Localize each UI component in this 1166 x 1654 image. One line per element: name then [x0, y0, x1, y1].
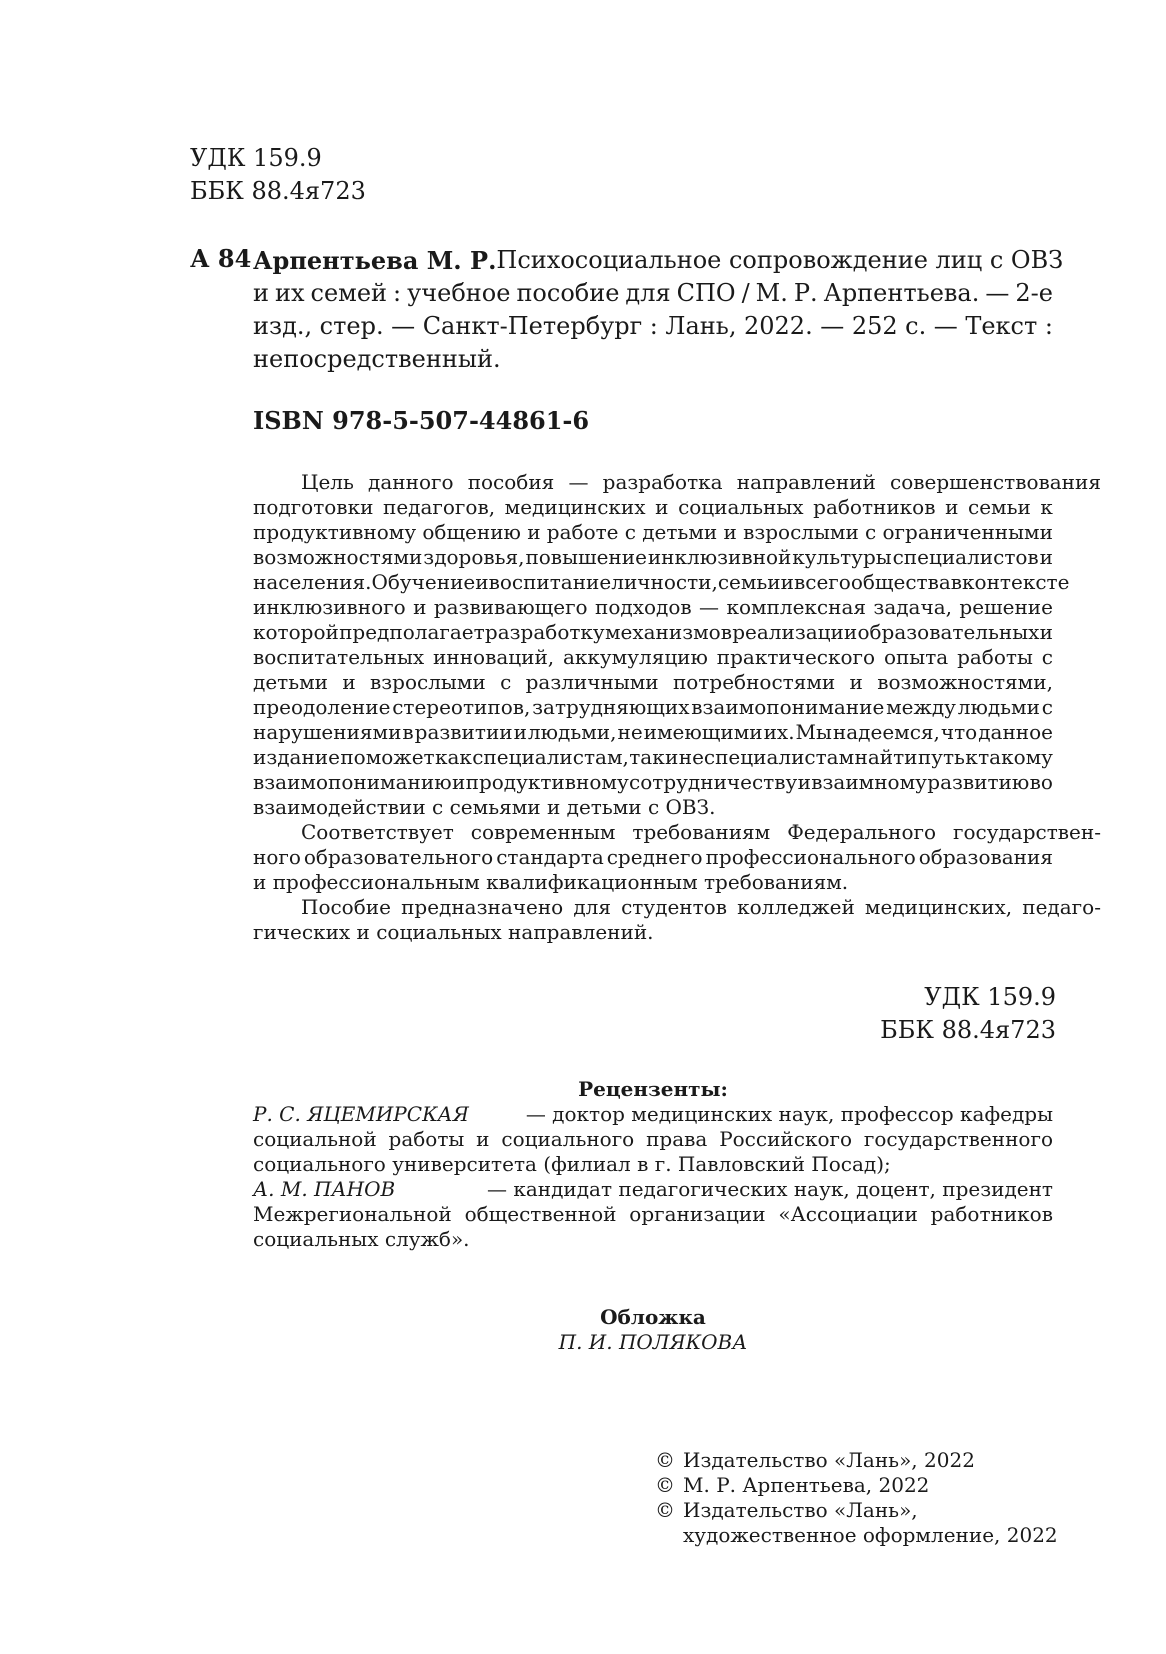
abstract-line: преодоление стереотипов, затрудняющих взаимопонимание между людьми с — [253, 695, 1053, 719]
udk-block-top — [190, 142, 366, 208]
reviewers-heading: Рецензенты: — [578, 1077, 728, 1101]
abstract-line: воспитательных инноваций, аккумуляцию практического опыта работы с — [253, 645, 1053, 669]
bibliographic-record — [253, 244, 1064, 376]
reviewer-info: социального университета (филиал в г. Павловский Посад); — [253, 1152, 891, 1176]
reviewer-name: Р. С. ЯЦЕМИРСКАЯ — [253, 1102, 469, 1126]
reviewer-info: Межрегиональной общественной организации «Ассоциации работников — [253, 1202, 1053, 1226]
reviewer-info: социальной работы и социального права Российского государственного — [253, 1127, 1053, 1151]
abstract-line: нарушениями в развитии и людьми, не имеющими их. Мы надеемся, что данное — [253, 720, 1053, 744]
abstract-line: ного образовательного стандарта среднего профессионального образования — [253, 845, 1053, 869]
book-title: Психосоциальное сопровождение лиц с ОВЗ — [496, 246, 1064, 274]
abstract-line: взаимопониманию и продуктивному сотрудничеству и взаимному развитию во — [253, 770, 1053, 794]
abstract-line: Соответствует современным требованиям Федерального государствен- — [301, 820, 1101, 844]
abstract-line: издание поможет как специалистам, так и неспециалистам найти путь к такому — [253, 745, 1053, 769]
copyright-line: Издательство «Лань», — [683, 1498, 918, 1522]
author-sign: А 84 — [190, 244, 252, 273]
reviewer-info: — кандидат педагогических наук, доцент, президент — [486, 1177, 1053, 1201]
isbn: ISBN 978-5-507-44861-6 — [253, 406, 590, 435]
cover-heading: Обложка — [600, 1305, 706, 1329]
copyright-line: Издательство «Лань», 2022 — [683, 1448, 975, 1472]
udk-code: УДК 159.9 — [924, 983, 1056, 1011]
bbk-code: ББК 88.4я723 — [880, 1016, 1056, 1044]
abstract — [253, 470, 1101, 945]
biblio-line: изд., стер. — Санкт-Петербург : Лань, 2022. — 252 с. — Текст : — [253, 312, 1053, 340]
abstract-line: возможностями здоровья, повышение инклюзивной культуры специалистов и — [253, 545, 1053, 569]
reviewer-info: социальных служб». — [253, 1227, 470, 1251]
abstract-line: подготовки педагогов, медицинских и социальных работников и семьи к — [253, 495, 1053, 519]
udk-block-bottom — [880, 981, 1056, 1047]
abstract-line: которой предполагает разработку механизмов реализации образовательных и — [253, 620, 1053, 644]
abstract-line: продуктивному общению и работе с детьми и взрослыми с ограниченными — [253, 520, 1053, 544]
abstract-line: детьми и взрослыми с различными потребностями и возможностями, — [253, 670, 1053, 694]
bbk-code: ББК 88.4я723 — [190, 177, 366, 205]
reviewer-info: — доктор медицинских наук, профессор кафедры — [525, 1102, 1053, 1126]
abstract-line: гических и социальных направлений. — [253, 920, 654, 944]
abstract-line: Пособие предназначено для студентов колледжей медицинских, педаго- — [301, 895, 1101, 919]
udk-code: УДК 159.9 — [190, 144, 322, 172]
copyright-block — [655, 1448, 1058, 1548]
biblio-line: непосредственный. — [253, 345, 501, 373]
abstract-line: и профессиональным квалификационным требованиям. — [253, 870, 849, 894]
copyright-icon: © — [655, 1473, 675, 1497]
abstract-line: населения. Обучение и воспитание личности, семьи и всего общества в контексте — [253, 570, 1070, 594]
copyright-icon: © — [655, 1498, 675, 1522]
biblio-line: и их семей : учебное пособие для СПО / М. Р. Арпентьева. — 2-е — [253, 279, 1053, 307]
reviewer-name: А. М. ПАНОВ — [253, 1177, 396, 1201]
copyright-icon: © — [655, 1448, 675, 1472]
abstract-line: взаимодействии с семьями и детьми с ОВЗ. — [253, 795, 716, 819]
abstract-line: Цель данного пособия — разработка направлений совершенствования — [301, 470, 1101, 494]
copyright-line: художественное оформление, 2022 — [683, 1523, 1058, 1547]
author-name: Арпентьева М. Р. — [253, 246, 497, 275]
abstract-line: инклюзивного и развивающего подходов — комплексная задача, решение — [253, 595, 1053, 619]
copyright-line: М. Р. Арпентьева, 2022 — [683, 1473, 930, 1497]
cover-designer: П. И. ПОЛЯКОВА — [558, 1330, 748, 1354]
reviewers-list — [253, 1102, 1053, 1252]
